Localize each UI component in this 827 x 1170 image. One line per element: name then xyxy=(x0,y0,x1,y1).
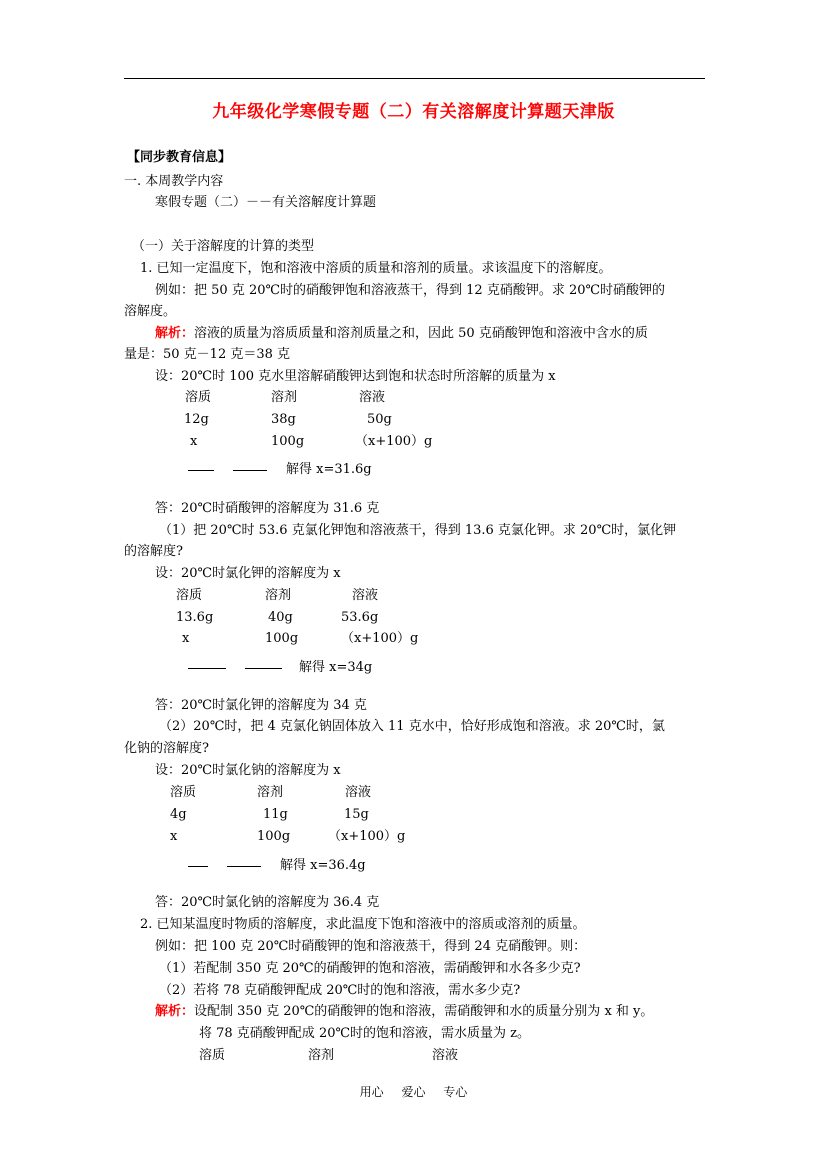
table2-r2-solution: （x+100）g xyxy=(341,631,419,646)
analysis-1-line2: 量是：50 克－12 克＝38 克 xyxy=(124,347,291,362)
table3-r1-solvent: 11g xyxy=(263,807,288,822)
set-1: 设：20℃时 100 克水里溶解硝酸钾达到饱和状态时所溶解的质量为 x xyxy=(155,369,556,384)
solve-3: 解得 x=36.4g xyxy=(280,858,366,873)
table4-head-solvent: 溶剂 xyxy=(308,1048,335,1063)
table1-r1-solute: 12g xyxy=(184,412,209,427)
solve-2: 解得 x=34g xyxy=(299,660,373,675)
table2-r1-solvent: 40g xyxy=(268,610,293,625)
example-2-sub2: （2）若将 78 克硝酸钾配成 20℃时的饱和溶液，需水多少克? xyxy=(159,983,521,998)
table1-r2-solvent: 100g xyxy=(271,434,305,449)
table2-head-solution: 溶液 xyxy=(352,588,379,603)
page-footer: 用心 爱心 专心 xyxy=(359,1085,468,1099)
table2-head-solute: 溶质 xyxy=(176,588,203,603)
table1-r1-solvent: 38g xyxy=(271,412,296,427)
answer-1: 答：20℃时硝酸钾的溶解度为 31.6 克 xyxy=(155,501,380,516)
sub-question-2-line1: （2）20℃时，把 4 克氯化钠固体放入 11 克水中，恰好形成饱和溶液。求 20℃时，氯 xyxy=(159,719,665,734)
question-2: 2. 已知某温度时物质的溶解度，求此温度下饱和溶液中的溶质或溶剂的质量。 xyxy=(140,917,586,932)
table1-head-solute: 溶质 xyxy=(185,390,212,405)
table3-r1-solute: 4g xyxy=(170,807,187,822)
answer-3: 答：20℃时氯化钠的溶解度为 36.4 克 xyxy=(155,895,380,910)
question-1: 1. 已知一定温度下，饱和溶液中溶质的质量和溶剂的质量。求该温度下的溶解度。 xyxy=(140,261,612,276)
table2-r2-solute: x xyxy=(182,631,190,646)
analysis-1-line1: 解析：溶液的质量为溶质质量和溶剂质量之和，因此 50 克硝酸钾饱和溶液中含水的质 xyxy=(155,326,648,341)
table1-r2-solution: （x+100）g xyxy=(355,434,433,449)
set-3: 设：20℃时氯化钠的溶解度为 x xyxy=(155,763,341,778)
part1-heading: （一）关于溶解度的计算的类型 xyxy=(132,239,315,254)
topic-line: 寒假专题（二）－－有关溶解度计算题 xyxy=(155,195,377,210)
example-1-line1: 例如：把 50 克 20℃时的硝酸钾饱和溶液蒸干，得到 12 克硝酸钾。求 20℃时硝酸钾的 xyxy=(155,283,666,298)
table3-head-solvent: 溶剂 xyxy=(257,785,284,800)
table2-r2-solvent: 100g xyxy=(265,631,299,646)
header-rule xyxy=(124,78,705,79)
section-heading: 【同步教育信息】 xyxy=(127,150,232,165)
fraction-bar xyxy=(188,668,226,669)
sub-question-1-line1: （1）把 20℃时 53.6 克氯化钾饱和溶液蒸干，得到 13.6 克氯化钾。求 20℃时，氯化钾 xyxy=(159,523,677,538)
sub-question-1-line2: 的溶解度? xyxy=(124,544,183,559)
table3-r1-solution: 15g xyxy=(344,807,369,822)
table2-r1-solution: 53.6g xyxy=(341,610,379,625)
answer-2: 答：20℃时氯化钾的溶解度为 34 克 xyxy=(155,698,367,713)
analysis-label: 解析： xyxy=(155,326,195,341)
example-2-sub1: （1）若配制 350 克 20℃的硝酸钾的饱和溶液，需硝酸钾和水各多少克? xyxy=(159,961,581,976)
sub-question-2-line2: 化钠的溶解度? xyxy=(124,741,209,756)
table3-r2-solution: （x+100）g xyxy=(328,829,406,844)
set-2: 设：20℃时氯化钾的溶解度为 x xyxy=(155,566,341,581)
table4-head-solute: 溶质 xyxy=(199,1048,226,1063)
analysis-2-line1: 解析：设配制 350 克 20℃的硝酸钾的饱和溶液，需硝酸钾和水的质量分别为 x 和 y。 xyxy=(155,1004,654,1019)
table3-head-solution: 溶液 xyxy=(345,785,372,800)
page-title: 九年级化学寒假专题（二）有关溶解度计算题天津版 xyxy=(212,102,615,122)
analysis-2-line2: 将 78 克硝酸钾配成 20℃时的饱和溶液，需水质量为 z。 xyxy=(199,1026,531,1041)
table1-r2-solute: x xyxy=(190,434,198,449)
example-1-line2: 溶解度。 xyxy=(124,304,177,319)
table1-head-solvent: 溶剂 xyxy=(271,390,298,405)
fraction-bar xyxy=(227,866,261,867)
analysis-label: 解析： xyxy=(155,1004,195,1019)
fraction-bar xyxy=(233,470,267,471)
table1-head-solution: 溶液 xyxy=(359,390,386,405)
solve-1: 解得 x=31.6g xyxy=(286,462,372,477)
section-item-1: 一. 本周教学内容 xyxy=(124,174,224,189)
fraction-bar xyxy=(245,668,282,669)
fraction-bar xyxy=(188,866,208,867)
example-2: 例如：把 100 克 20℃时硝酸钾的饱和溶液蒸干，得到 24 克硝酸钾。则： xyxy=(155,939,587,954)
table2-head-solvent: 溶剂 xyxy=(265,588,292,603)
fraction-bar xyxy=(188,470,214,471)
table3-head-solute: 溶质 xyxy=(170,785,197,800)
table3-r2-solute: x xyxy=(170,829,178,844)
table4-head-solution: 溶液 xyxy=(432,1048,459,1063)
table3-r2-solvent: 100g xyxy=(257,829,291,844)
table1-r1-solution: 50g xyxy=(367,412,392,427)
table2-r1-solute: 13.6g xyxy=(176,610,214,625)
